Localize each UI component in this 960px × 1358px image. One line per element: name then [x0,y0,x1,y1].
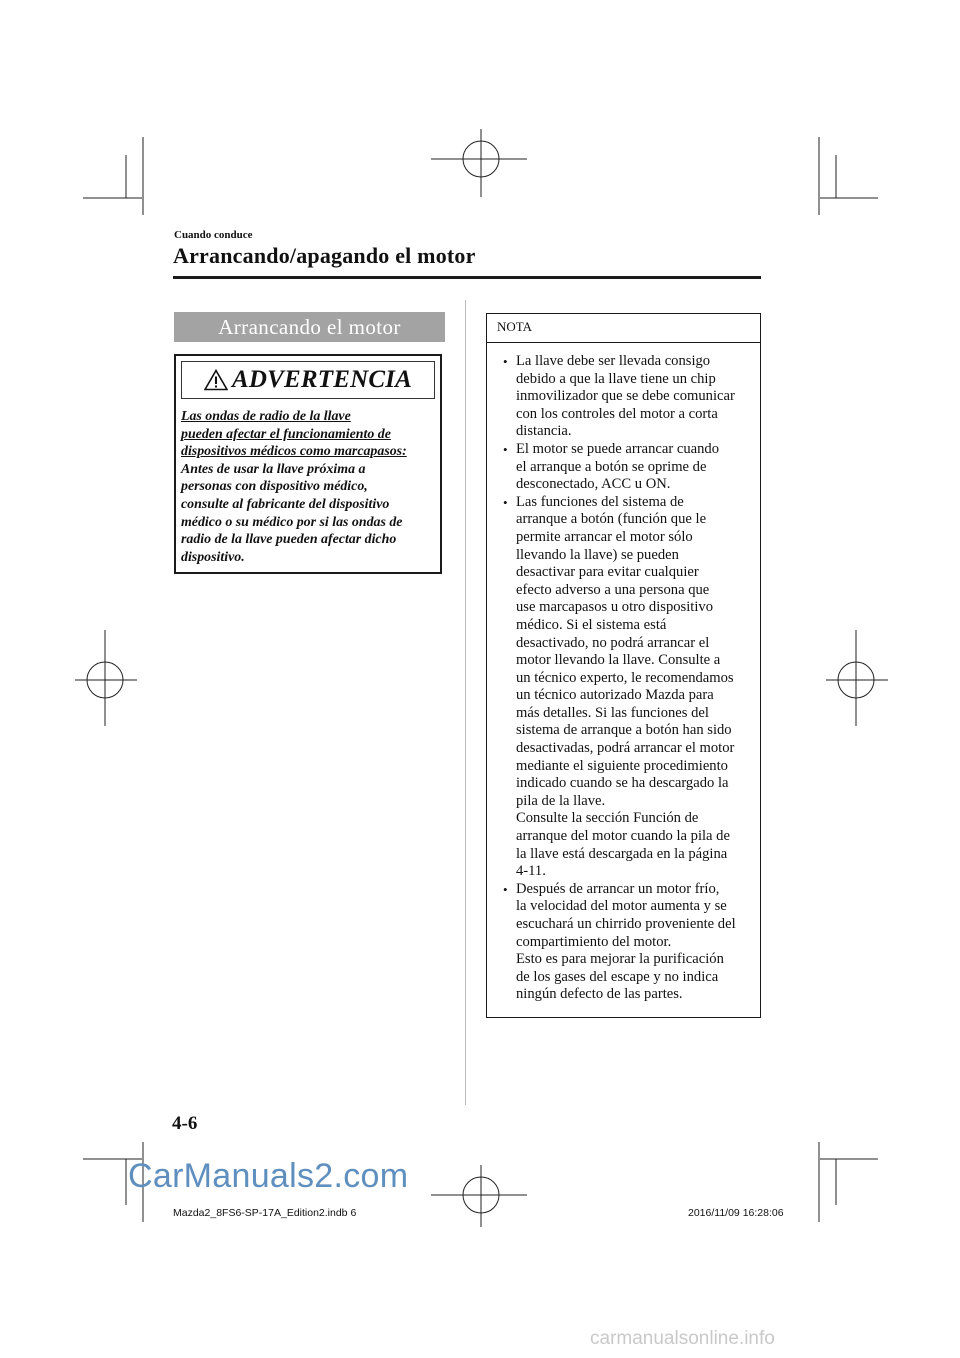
note-line: más detalles. Si las funciones del [516,704,709,721]
warning-underlined-line: pueden afectar el funcionamiento de [181,426,391,442]
registration-mark-top [431,129,531,199]
registration-mark-left [75,630,145,730]
note-line: efecto adverso a una persona que [516,581,710,598]
warning-line: Antes de usar la llave próxima a [181,461,366,477]
watermark-logo: CarManuals2.com [128,1157,409,1195]
warning-title: ADVERTENCIA [231,366,413,393]
section-label: Cuando conduce [174,229,253,241]
note-line: ningún defecto de las partes. [516,986,683,1003]
note-item [487,881,762,1004]
note-line: distancia. [516,423,572,440]
warning-header [181,361,435,399]
note-item [487,441,762,494]
warning-line: personas con dispositivo médico, [181,479,368,495]
note-line: arranque del motor cuando la pila de [516,828,730,845]
warning-line: dispositivo. [181,549,245,565]
note-line: con los controles del motor a corta [516,405,718,422]
bullet-icon: • [503,441,508,457]
note-line: el arranque a botón se oprime de [516,458,707,475]
note-line: un técnico autorizado Mazda para [516,687,714,704]
bullet-icon: • [503,354,508,369]
title-rule [173,276,761,279]
note-line: motor llevando la llave. Consulte a [516,652,721,669]
note-list [487,353,762,1004]
note-line: la velocidad del motor aumenta y se [516,898,727,915]
note-line: escuchará un chirrido proveniente del [516,916,736,932]
warning-underlined-line: Las ondas de radio de la llave [181,409,351,424]
warning-triangle-icon [204,369,228,391]
note-line: indicado cuando se ha descargado la [516,775,729,792]
warning-underlined-line: dispositivos médicos como marcapasos: [181,444,407,460]
note-line: médico. Si el sistema está [516,616,667,633]
note-item [487,353,762,441]
note-line: El motor se puede arrancar cuando [516,440,720,457]
note-line: desactivar para evitar cualquier [516,564,699,581]
warning-line: médico o su médico por si las ondas de [181,514,403,530]
column-divider [465,300,466,1105]
note-line: Esto es para mejorar la purificación [516,951,724,968]
note-rule [487,342,760,343]
note-line: sistema de arranque a botón han sido [516,722,732,739]
note-box [486,313,761,1018]
note-line: 4-11. [516,863,546,880]
note-line: pila de la llave. [516,792,606,809]
note-line: desactivado, no podrá arrancar el [516,634,710,651]
warning-line: consulte al fabricante del dispositivo [181,496,390,512]
note-line: desconectado, ACC u ON. [516,476,671,493]
page-number: 4-6 [172,1113,198,1134]
bullet-icon: • [503,494,508,510]
section-banner-title: Arrancando el motor [218,314,401,339]
note-line: La llave debe ser llevada consigo [516,353,711,369]
note-item [487,494,762,881]
file-name: Mazda2_8FS6-SP-17A_Edition2.indb 6 [173,1207,357,1219]
note-line: Consulte la sección Función de [516,810,699,827]
note-line: llevando la llave) se pueden [516,546,679,563]
note-line: permite arrancar el motor sólo [516,528,693,545]
note-line: debido a que la llave tiene un chip [516,370,716,387]
note-line: compartimiento del motor. [516,933,672,950]
section-banner [174,312,445,342]
print-timestamp: 2016/11/09 16:28:06 [688,1207,784,1219]
site-watermark: carmanualsonline.info [590,1328,775,1349]
note-line: inmovilizador que se debe comunicar [516,388,735,405]
note-title: NOTA [497,319,533,334]
note-line: use marcapasos u otro dispositivo [516,599,713,616]
note-line: mediante el siguiente procedimiento [516,757,728,774]
registration-mark-bottom [431,1165,531,1235]
warning-box [174,354,442,574]
note-line: un técnico experto, le recomendamos [516,669,734,686]
note-line: la llave está descargada en la página [516,845,728,862]
registration-mark-right [826,630,896,730]
note-line: de los gases del escape y no indica [516,968,719,985]
warning-text [181,408,443,566]
note-line: Las funciones del sistema de [516,493,684,510]
note-line: Después de arrancar un motor frío, [516,880,720,897]
bullet-icon: • [503,881,508,897]
note-line: arranque a botón (función que le [516,511,707,528]
warning-line: radio de la llave pueden afectar dicho [181,532,397,548]
note-line: desactivadas, podrá arrancar el motor [516,740,735,757]
page-title: Arrancando/apagando el motor [173,243,476,268]
